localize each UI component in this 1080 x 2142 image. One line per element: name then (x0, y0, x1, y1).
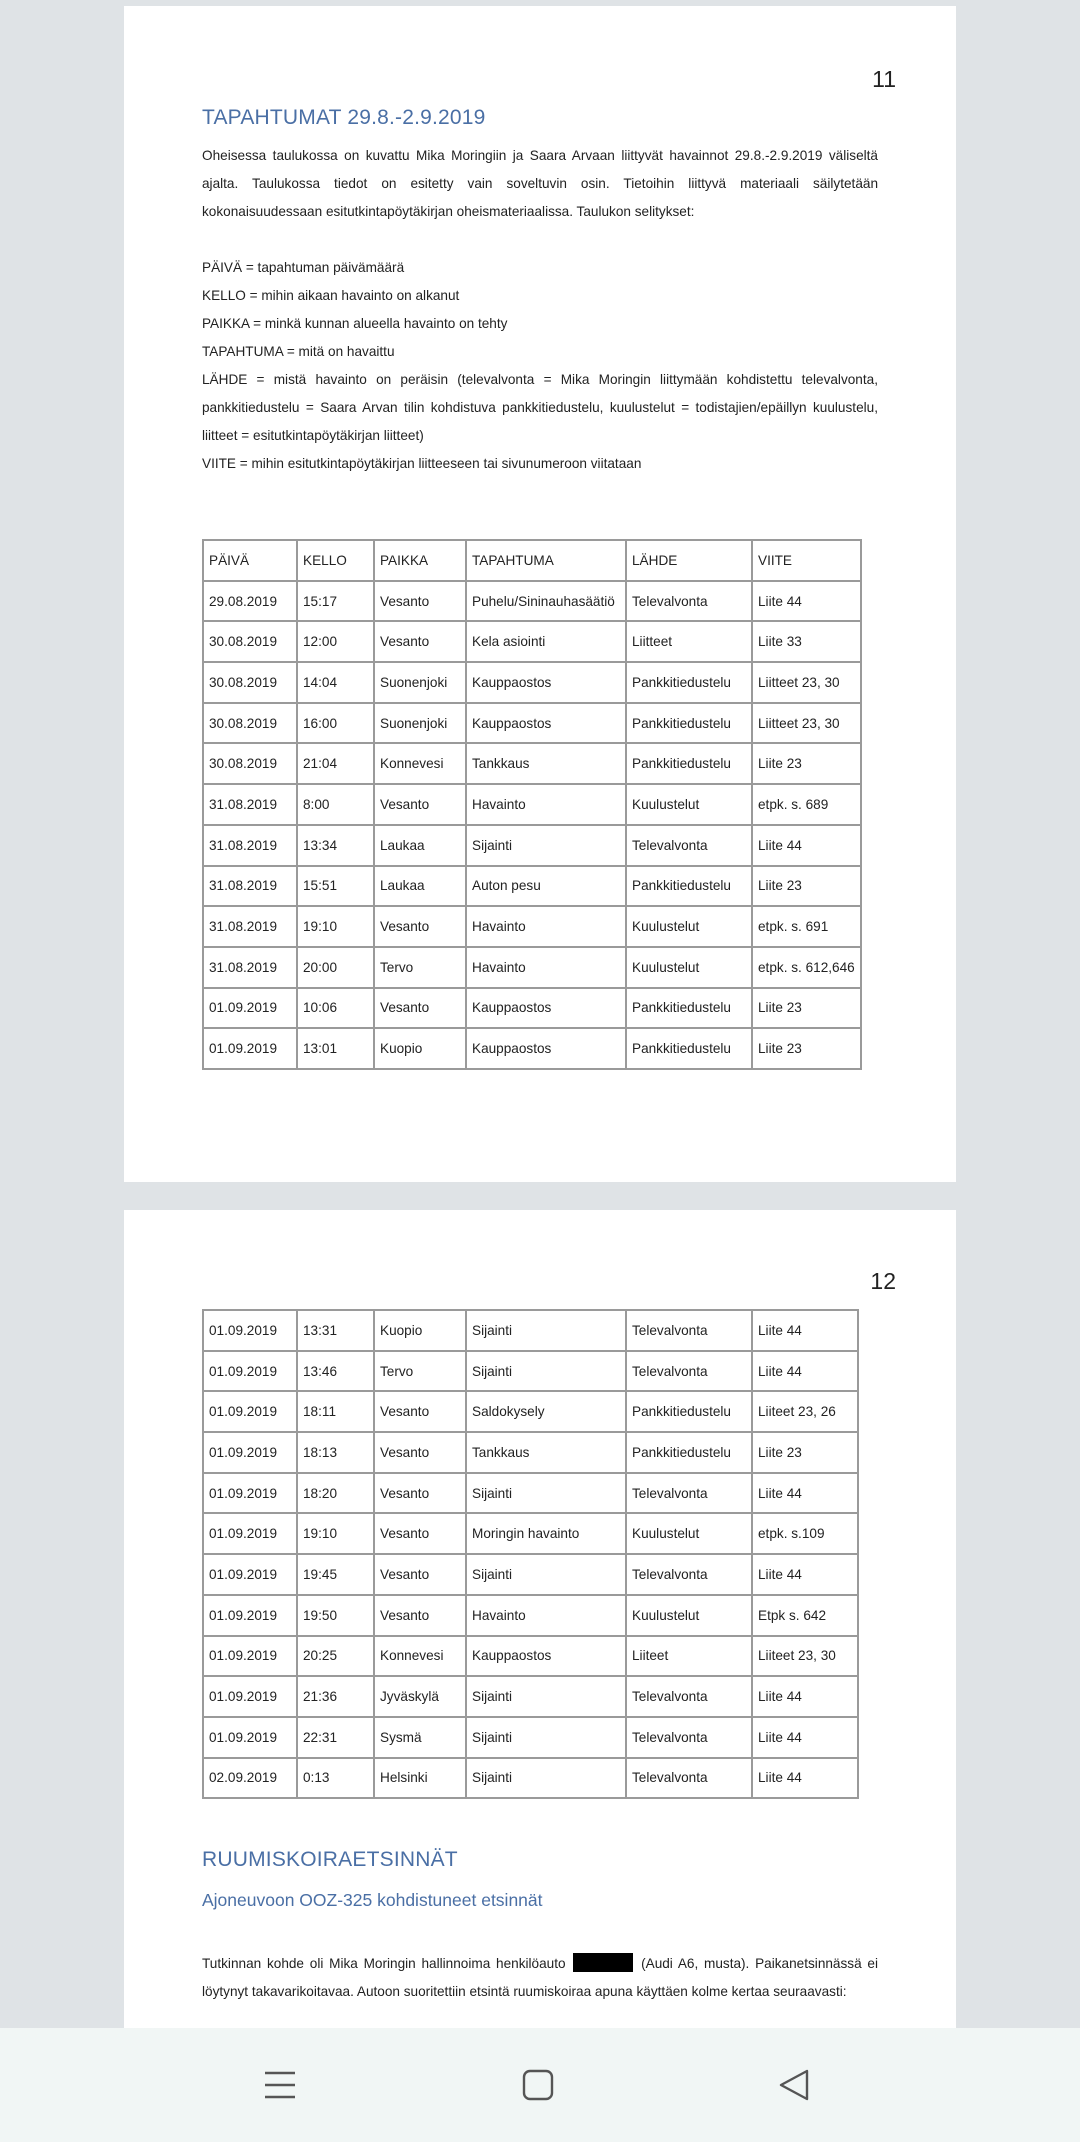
table-cell: Sijainti (466, 1717, 626, 1758)
table-cell: Kuopio (374, 1310, 466, 1351)
table-cell: 31.08.2019 (203, 784, 297, 825)
table-cell: Suonenjoki (374, 662, 466, 703)
table-cell: 01.09.2019 (203, 1432, 297, 1473)
table-cell: 18:20 (297, 1473, 374, 1514)
table-cell: 19:50 (297, 1595, 374, 1636)
table-cell: 31.08.2019 (203, 825, 297, 866)
document-page-11 (124, 6, 956, 1182)
table-cell: Kuulustelut (626, 906, 752, 947)
table-cell: 29.08.2019 (203, 581, 297, 622)
table-row (203, 1676, 858, 1717)
column-header: PÄIVÄ (203, 540, 297, 581)
table-row (203, 825, 861, 866)
table-cell: Helsinki (374, 1758, 466, 1799)
table-row (203, 1595, 858, 1636)
table-cell: Vesanto (374, 581, 466, 622)
table-cell: Tervo (374, 1351, 466, 1392)
table-cell: Vesanto (374, 784, 466, 825)
table-cell: 01.09.2019 (203, 1028, 297, 1069)
column-header: KELLO (297, 540, 374, 581)
table-cell: 01.09.2019 (203, 1310, 297, 1351)
table-cell: Televalvonta (626, 1351, 752, 1392)
system-navigation-bar (0, 2028, 1080, 2142)
table-cell: Sijainti (466, 1473, 626, 1514)
table-cell: 19:45 (297, 1554, 374, 1595)
table-cell: Liite 44 (752, 1473, 858, 1514)
table-cell: 01.09.2019 (203, 988, 297, 1029)
table-cell: Televalvonta (626, 581, 752, 622)
table-cell: 8:00 (297, 784, 374, 825)
table-cell: 31.08.2019 (203, 866, 297, 907)
table-cell: 02.09.2019 (203, 1758, 297, 1799)
table-cell: Havainto (466, 784, 626, 825)
table-cell: Vesanto (374, 988, 466, 1029)
table-cell: 21:04 (297, 743, 374, 784)
table-cell: Pankkitiedustelu (626, 743, 752, 784)
table-cell: 30.08.2019 (203, 743, 297, 784)
table-cell: 01.09.2019 (203, 1391, 297, 1432)
table-cell: Pankkitiedustelu (626, 1432, 752, 1473)
definition-item: PAIKKA = minkä kunnan alueella havainto on tehty (202, 316, 508, 331)
table-cell: 30.08.2019 (203, 662, 297, 703)
table-cell: Sijainti (466, 1676, 626, 1717)
table-cell: Liite 23 (752, 1028, 861, 1069)
table-cell: Liite 44 (752, 825, 861, 866)
table-cell: Jyväskylä (374, 1676, 466, 1717)
subsection-heading: Ajoneuvoon OOZ-325 kohdistuneet etsinnät (202, 1890, 543, 1910)
table-cell: 20:25 (297, 1636, 374, 1677)
table-cell: Saldokysely (466, 1391, 626, 1432)
definition-item: VIITE = mihin esitutkintapöytäkirjan liitteeseen tai sivunumeroon viitataan (202, 456, 642, 471)
table-cell: 15:51 (297, 866, 374, 907)
table-cell: Kauppaostos (466, 988, 626, 1029)
table-cell: 18:13 (297, 1432, 374, 1473)
table-row (203, 947, 861, 988)
table-cell: Televalvonta (626, 1310, 752, 1351)
table-cell: 10:06 (297, 988, 374, 1029)
table-cell: 31.08.2019 (203, 947, 297, 988)
page-number: 12 (870, 1268, 896, 1294)
table-cell: Konnevesi (374, 1636, 466, 1677)
table-cell: Liite 44 (752, 1758, 858, 1799)
table-row (203, 1028, 861, 1069)
table-cell: Liite 33 (752, 621, 861, 662)
table-cell: Kauppaostos (466, 703, 626, 744)
table-cell: 01.09.2019 (203, 1676, 297, 1717)
redaction-block (573, 1953, 633, 1972)
table-cell: 01.09.2019 (203, 1554, 297, 1595)
table-cell: Liite 44 (752, 1717, 858, 1758)
table-cell: Vesanto (374, 906, 466, 947)
table-cell: 30.08.2019 (203, 703, 297, 744)
table-row (203, 1310, 858, 1351)
document-page-12 (124, 1210, 956, 2030)
table-cell: Kuopio (374, 1028, 466, 1069)
table-cell: Pankkitiedustelu (626, 988, 752, 1029)
table-row (203, 784, 861, 825)
table-row (203, 906, 861, 947)
table-cell: 18:11 (297, 1391, 374, 1432)
table-header-row (203, 540, 861, 581)
table-cell: Laukaa (374, 866, 466, 907)
column-header: TAPAHTUMA (466, 540, 626, 581)
events-table (202, 539, 862, 1070)
table-cell: 13:01 (297, 1028, 374, 1069)
table-cell: 31.08.2019 (203, 906, 297, 947)
table-cell: Kauppaostos (466, 662, 626, 703)
table-cell: 13:46 (297, 1351, 374, 1392)
paragraph-text-start: Tutkinnan kohde oli Mika Moringin hallinnoima henkilöauto (202, 1956, 566, 1971)
table-cell: Liite 23 (752, 1432, 858, 1473)
table-row (203, 1717, 858, 1758)
table-cell: Havainto (466, 1595, 626, 1636)
table-row (203, 621, 861, 662)
section-heading: TAPAHTUMAT 29.8.-2.9.2019 (202, 106, 486, 129)
table-cell: Liite 44 (752, 1676, 858, 1717)
table-cell: 15:17 (297, 581, 374, 622)
column-header: LÄHDE (626, 540, 752, 581)
table-cell: etpk. s. 689 (752, 784, 861, 825)
table-cell: Tervo (374, 947, 466, 988)
table-cell: 01.09.2019 (203, 1595, 297, 1636)
table-cell: Liiteet (626, 1636, 752, 1677)
back-triangle-icon[interactable] (764, 2058, 824, 2112)
table-cell: Liiteet 23, 30 (752, 1636, 858, 1677)
table-cell: Moringin havainto (466, 1513, 626, 1554)
table-cell: 13:34 (297, 825, 374, 866)
table-cell: Vesanto (374, 1391, 466, 1432)
table-cell: 01.09.2019 (203, 1473, 297, 1514)
table-cell: Auton pesu (466, 866, 626, 907)
table-row (203, 662, 861, 703)
table-row (203, 1636, 858, 1677)
table-cell: Liiteet 23, 26 (752, 1391, 858, 1432)
table-cell: Televalvonta (626, 1676, 752, 1717)
definition-item: TAPAHTUMA = mitä on havaittu (202, 344, 395, 359)
table-cell: Etpk s. 642 (752, 1595, 858, 1636)
table-cell: Liite 44 (752, 1351, 858, 1392)
definition-item: KELLO = mihin aikaan havainto on alkanut (202, 288, 460, 303)
table-row (203, 866, 861, 907)
table-cell: 01.09.2019 (203, 1636, 297, 1677)
table-cell: Kuulustelut (626, 784, 752, 825)
table-cell: Liitteet 23, 30 (752, 662, 861, 703)
table-cell: etpk. s. 612,646 (752, 947, 861, 988)
table-cell: 20:00 (297, 947, 374, 988)
table-cell: Tankkaus (466, 743, 626, 784)
definition-item: LÄHDE = mistä havainto on peräisin (televalvonta = Mika Moringin liittymään kohdistettu televalvonta, pankkitiedustelu = Saara Arvan tilin kohdistuva pankkitiedustelu, kuulustelut = todistajien/epäillyn kuulustelu, liitteet = esitutkintapöytäkirjan liitteet) (202, 372, 878, 443)
table-cell: Vesanto (374, 621, 466, 662)
events-table-continued (202, 1309, 859, 1799)
table-row (203, 1351, 858, 1392)
home-square-icon[interactable] (508, 2058, 568, 2112)
table-cell: Sijainti (466, 1758, 626, 1799)
table-cell: Puhelu/Sininauhasäätiö (466, 581, 626, 622)
table-cell: Pankkitiedustelu (626, 866, 752, 907)
table-cell: 13:31 (297, 1310, 374, 1351)
table-row (203, 1513, 858, 1554)
table-cell: Kuulustelut (626, 1513, 752, 1554)
table-cell: Televalvonta (626, 1758, 752, 1799)
table-cell: Kuulustelut (626, 947, 752, 988)
table-cell: Televalvonta (626, 1554, 752, 1595)
table-row (203, 581, 861, 622)
table-row (203, 1432, 858, 1473)
table-cell: Liitteet 23, 30 (752, 703, 861, 744)
table-cell: 12:00 (297, 621, 374, 662)
table-cell: Suonenjoki (374, 703, 466, 744)
table-cell: Vesanto (374, 1513, 466, 1554)
table-cell: Liite 44 (752, 581, 861, 622)
table-cell: Kauppaostos (466, 1636, 626, 1677)
intro-paragraph: Oheisessa taulukossa on kuvattu Mika Moringiin ja Saara Arvaan liittyvät havainnot 29.8.-2.9.2019 väliseltä ajalta. Taulukossa tiedot on esitetty vain soveltuvin osin. Tietoihin liittyvä materiaali säilytetään kokonaisuudessaan esitutkintapöytäkirjan oheismateriaalissa. Taulukon selitykset: (202, 148, 878, 219)
table-row (203, 1391, 858, 1432)
table-cell: Vesanto (374, 1473, 466, 1514)
table-row (203, 1473, 858, 1514)
table-cell: Liite 44 (752, 1554, 858, 1595)
table-cell: Kela asiointi (466, 621, 626, 662)
table-cell: Liite 23 (752, 988, 861, 1029)
table-cell: Pankkitiedustelu (626, 1391, 752, 1432)
table-cell: etpk. s.109 (752, 1513, 858, 1554)
table-row (203, 703, 861, 744)
table-cell: Vesanto (374, 1595, 466, 1636)
table-cell: Liite 44 (752, 1310, 858, 1351)
table-cell: 22:31 (297, 1717, 374, 1758)
table-cell: Tankkaus (466, 1432, 626, 1473)
table-row (203, 743, 861, 784)
table-cell: Liite 23 (752, 743, 861, 784)
paragraph-text-end: (Audi A6, musta). Paikanetsinnässä ei löytynyt takavarikoitavaa. Autoon suoritettiin etsintä ruumiskoiraa apuna käyttäen kolme kertaa seuraavasti: (202, 1956, 878, 1999)
table-cell: 21:36 (297, 1676, 374, 1717)
table-cell: Sijainti (466, 1554, 626, 1595)
table-cell: etpk. s. 691 (752, 906, 861, 947)
definition-item: PÄIVÄ = tapahtuman päivämäärä (202, 260, 405, 275)
table-cell: Havainto (466, 947, 626, 988)
section-heading-ruumiskoira: RUUMISKOIRAETSINNÄT (202, 1848, 458, 1871)
table-cell: Sijainti (466, 1351, 626, 1392)
page-number: 11 (872, 66, 896, 92)
table-row (203, 1758, 858, 1799)
table-cell: Vesanto (374, 1432, 466, 1473)
column-header: VIITE (752, 540, 861, 581)
table-cell: Televalvonta (626, 1473, 752, 1514)
table-cell: Konnevesi (374, 743, 466, 784)
table-cell: 19:10 (297, 906, 374, 947)
table-cell: Vesanto (374, 1554, 466, 1595)
table-cell: Laukaa (374, 825, 466, 866)
table-cell: Havainto (466, 906, 626, 947)
table-cell: Liitteet (626, 621, 752, 662)
table-cell: Pankkitiedustelu (626, 703, 752, 744)
table-cell: 16:00 (297, 703, 374, 744)
table-cell: Sijainti (466, 825, 626, 866)
table-cell: 0:13 (297, 1758, 374, 1799)
table-cell: Liite 23 (752, 866, 861, 907)
table-row (203, 1554, 858, 1595)
table-cell: 30.08.2019 (203, 621, 297, 662)
table-cell: 01.09.2019 (203, 1351, 297, 1392)
table-cell: 01.09.2019 (203, 1513, 297, 1554)
table-cell: Sijainti (466, 1310, 626, 1351)
table-row (203, 988, 861, 1029)
table-cell: Televalvonta (626, 1717, 752, 1758)
menu-lines-icon[interactable] (250, 2058, 310, 2112)
table-cell: Kauppaostos (466, 1028, 626, 1069)
search-paragraph (202, 1950, 878, 2006)
table-cell: 01.09.2019 (203, 1717, 297, 1758)
table-cell: Sysmä (374, 1717, 466, 1758)
table-cell: Kuulustelut (626, 1595, 752, 1636)
table-cell: 14:04 (297, 662, 374, 703)
table-cell: Pankkitiedustelu (626, 662, 752, 703)
table-cell: Pankkitiedustelu (626, 1028, 752, 1069)
table-cell: Televalvonta (626, 825, 752, 866)
table-cell: 19:10 (297, 1513, 374, 1554)
legend-definitions (202, 254, 878, 478)
column-header: PAIKKA (374, 540, 466, 581)
